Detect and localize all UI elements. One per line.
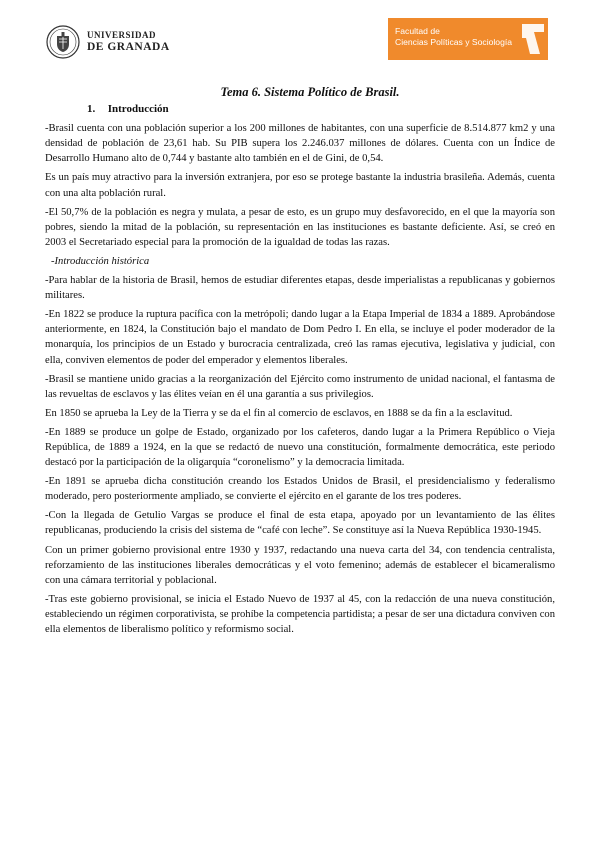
paragraph: Con un primer gobierno provisional entre 1930 y 1937, redactando una nueva carta del 34, con tendencia centralista, reforzamiento de las instituciones liberales democráticas y el voto femenino; además de establecer el bicameralismo con una cámara territorial y poblacional. xyxy=(45,544,555,586)
section-title: Introducción xyxy=(107,103,169,116)
university-logo xyxy=(46,26,170,58)
paragraph: -En 1889 se produce un golpe de Estado, organizado por los cafeteros, dando lugar a la Primera Repúblico o Vieja República, de 1889 a 1924, en la que se redactó de nuevo una constitución, formalmente democrática, este periodo destacó por la participación de la oligarquía “coronelismo” y la democracia limitada. xyxy=(45,426,555,469)
document-title: Tema 6. Sistema Político de Brasil. xyxy=(220,85,400,99)
faculty-banner xyxy=(388,18,548,60)
subheading: -Introducción histórica xyxy=(51,255,150,267)
faculty-name-line1: Facultad de xyxy=(395,26,440,36)
paragraph: -En 1822 se produce la ruptura pacífica con la metrópoli; dando lugar a la Etapa Imperial de 1834 a 1889. Aprobándose anteriormente, en 1824, la Constitución bajo el mandato de Dom Pedro I. En ella, se incluye el poder moderador de la monarquía, los principios de un Estado y burocracia centralizada, creó las ramas ejecutiva, legislativa y judicial, con ella, conviven elementos de poder del emperador y elementos liberales. xyxy=(45,309,555,366)
paragraph: -Brasil cuenta con una población superior a los 200 millones de habitantes, con una superficie de 8.514.877 km2 y una densidad de población de 23,61 hab. Su PIB supera los 2.246.037 millones de dólares. Cuenta con un Índice de Desarrollo Humano alto de 0,744 y bastante alto también en el de Gini, de 0,54. xyxy=(45,123,555,165)
paragraph: -En 1891 se aprueba dicha constitución creando los Estados Unidos de Brasil, el presidencialismo y federalismo moderado, pero posteriormente ampliado, se convierte el ejército en el garante de los tres poderes. xyxy=(45,476,555,503)
paragraph: Es un país muy atractivo para la inversión extranjera, por eso se protege bastante la industria brasileña. Además, cuenta con una alta población rural. xyxy=(45,172,555,199)
document-body xyxy=(45,84,555,637)
paragraph: -Para hablar de la historia de Brasil, hemos de estudiar diferentes etapas, desde imperialistas a republicanas y gobiernos militares. xyxy=(45,275,555,302)
faculty-name-line2: Ciencias Políticas y Sociología xyxy=(395,37,513,47)
university-seal-icon xyxy=(46,25,80,59)
faculty-logo-icon xyxy=(514,18,548,60)
university-name-line1: UNIVERSIDAD xyxy=(87,30,157,41)
paragraph: En 1850 se aprueba la Ley de la Tierra y se da el fin al comercio de esclavos, en 1888 se da fin a la esclavitud. xyxy=(45,407,513,419)
paragraph: -Tras este gobierno provisional, se inicia el Estado Nuevo de 1937 al 45, con la redacción de una nueva constitución, estableciendo un régimen corporativista, se prohíbe la competencia partidista; a pesar de ser una dictadura conviven con ella elementos de liberalismo político y reformismo social. xyxy=(45,593,555,635)
university-name-line2: DE GRANADA xyxy=(87,40,170,53)
section-number: 1. xyxy=(87,103,96,116)
paragraph: -Con la llegada de Getulio Vargas se produce el final de esta etapa, apoyado por un levantamiento de las élites republicanas, produciendo la crisis del sistema de “café con leche”. Se constituye así la Nueva República 1930-1945. xyxy=(45,510,555,537)
section-heading xyxy=(87,102,555,117)
paragraph: -Brasil se mantiene unido gracias a la reorganización del Ejército como instrumento de unidad nacional, el fantasma de las revueltas de esclavos y las élites veían en él una garantía a sus privilegios. xyxy=(45,373,555,400)
paragraph: -El 50,7% de la población es negra y mulata, a pesar de esto, es un grupo muy desfavorecido, en el que la mayoría son pobres, siendo la mitad de la población, su representación en las instituciones es bastante deficiente. Así, se creó en 2003 el Secretariado especial para la promoción de la igualdad de todas las razas. xyxy=(45,206,555,248)
page-header xyxy=(0,0,600,80)
